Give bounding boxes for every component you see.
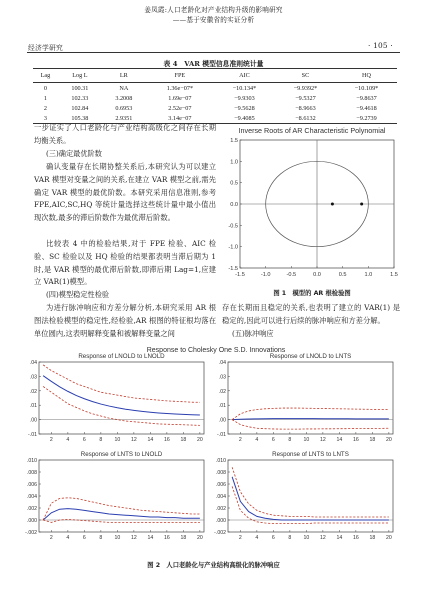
y-tick-label: .008 <box>215 470 226 476</box>
table-cell: 0.6953 <box>115 104 133 112</box>
x-tick-label: 18 <box>180 535 187 541</box>
y-tick-label: 0.5 <box>230 180 238 187</box>
table-cell: 102.33 <box>71 94 89 102</box>
section-heading-impulse: (五)脉冲响应 <box>232 329 274 338</box>
figure1-plot <box>240 140 394 268</box>
y-tick-label: .00 <box>29 417 37 424</box>
x-tick-label: 4 <box>255 437 259 443</box>
x-tick-label: 10 <box>114 535 121 541</box>
column-header: Log L <box>58 69 102 83</box>
x-tick-label: -0.5 <box>286 272 297 278</box>
confidence-band-line <box>232 408 389 420</box>
running-subtitle: ——基于安徽省的实证分析 <box>172 16 255 24</box>
figure1-y-ticks <box>228 138 238 272</box>
impulse-response-line <box>43 376 200 415</box>
x-tick-label: 12 <box>130 437 137 443</box>
table-header-row <box>33 69 397 83</box>
table-cell: 3 <box>33 113 58 124</box>
x-tick-label: 6 <box>271 535 275 541</box>
table-cell: 3.2008 <box>115 94 133 102</box>
table-cell: −9.2739 <box>336 113 397 124</box>
x-tick-label: 2 <box>238 535 242 541</box>
x-tick-label: 16 <box>352 535 359 541</box>
table-cell: −9.5628 <box>234 104 255 112</box>
panel-frame <box>228 460 393 532</box>
var-criteria-table <box>33 68 397 124</box>
irf-panel <box>217 353 393 443</box>
table-cell: −9.8637 <box>356 94 377 102</box>
table-cell: 2.52e−07 <box>168 104 192 112</box>
y-tick-label: .01 <box>29 403 37 410</box>
panel-y-ticks <box>214 458 226 536</box>
x-tick-label: 6 <box>271 437 275 443</box>
table-cell: NA <box>119 84 129 92</box>
x-tick-label: -1.0 <box>260 272 271 278</box>
table-cell: −9.9303 <box>234 94 255 102</box>
x-tick-label: 1.5 <box>390 272 398 278</box>
table-cell: 1 <box>43 94 47 102</box>
panel-x-ticks <box>239 437 392 443</box>
table-cell: −9.9392* <box>293 84 318 92</box>
column-header: FPE <box>146 69 214 83</box>
x-tick-label: 18 <box>369 437 376 443</box>
table-cell: 1.69e−07 <box>168 94 192 102</box>
header-rule <box>27 52 400 53</box>
column-header: SC <box>275 69 336 83</box>
y-tick-label: .04 <box>29 360 37 366</box>
column-header: Lag <box>33 69 58 83</box>
figure1-title: Inverse Roots of AR Characteristic Polynomial <box>238 126 386 135</box>
confidence-band-line <box>43 365 200 402</box>
x-tick-label: 6 <box>82 437 86 443</box>
paragraph-stability: 为进行脉冲响应和方差分解分析,本研究采用 AR 根图法检验模型的稳定性,经检验,AR 根图的特征根均落在单位圆内,这表明解释变量和被解释变量之间 <box>34 303 216 338</box>
x-tick-label: 14 <box>147 437 154 443</box>
y-tick-label: .02 <box>218 388 226 395</box>
y-tick-label: 0.0 <box>230 202 238 208</box>
table-cell: −8.6132 <box>275 113 336 124</box>
column-header: LR <box>102 69 146 83</box>
ar-root-point <box>331 203 334 206</box>
x-tick-label: 12 <box>130 535 137 541</box>
y-tick-label: .010 <box>26 458 37 464</box>
table-cell: −9.5327 <box>295 94 316 102</box>
y-tick-label: .002 <box>26 506 37 512</box>
x-tick-label: 4 <box>66 535 70 541</box>
x-tick-label: 12 <box>319 437 326 443</box>
panel-plot <box>39 460 204 532</box>
journal-name: 经济学研究 <box>28 44 63 52</box>
y-tick-label: -.002 <box>214 530 226 536</box>
panel-title: Response of LNTS to LNTS <box>272 451 349 458</box>
figure1-x-ticks <box>235 272 398 278</box>
y-tick-label: -0.5 <box>228 223 238 230</box>
irf-panel <box>25 451 204 541</box>
x-tick-label: 10 <box>114 437 121 443</box>
impulse-response-line <box>43 509 200 520</box>
y-tick-label: -.002 <box>25 530 37 536</box>
x-tick-label: 2 <box>238 437 242 443</box>
y-tick-label: .000 <box>26 518 37 524</box>
panel-x-ticks <box>50 437 203 443</box>
x-tick-label: 18 <box>369 535 376 541</box>
panel-frame <box>228 362 393 434</box>
x-tick-label: 14 <box>336 535 343 541</box>
table-cell: 1.36e−07* <box>166 84 194 92</box>
table-cell: 102.84 <box>71 104 89 112</box>
y-tick-label: .03 <box>29 374 37 381</box>
table-cell: 0 <box>43 84 47 92</box>
x-tick-label: 2 <box>49 437 53 443</box>
paragraph-stability-cont: 存在长期而且稳定的关系,也表明了建立的 VAR(1) 是稳定的,因此可以进行后续的脉冲响应和方差分解。 <box>222 303 400 325</box>
x-tick-label: -1.5 <box>235 272 245 278</box>
x-tick-label: 10 <box>303 535 310 541</box>
y-tick-label: .008 <box>26 470 37 476</box>
y-tick-label: .004 <box>26 494 37 500</box>
table-cell: −9.4085 <box>214 113 275 124</box>
x-tick-label: 20 <box>385 437 392 443</box>
y-tick-label: 1.5 <box>230 138 238 144</box>
y-tick-label: .006 <box>26 482 37 488</box>
section-heading-stability: (四)模型稳定性检验 <box>46 290 110 299</box>
irf-panel <box>28 353 204 443</box>
panel-y-ticks <box>217 360 226 438</box>
table-title: 表 4 VAR 模型信息准则统计量 <box>163 60 264 68</box>
page-number: · 105 · <box>368 41 393 50</box>
panel-title: Response of LNOLD to LNTS <box>269 353 352 360</box>
x-tick-label: 20 <box>385 535 392 541</box>
y-tick-label: .00 <box>218 417 226 424</box>
y-tick-label: .004 <box>215 494 226 500</box>
y-tick-label: .03 <box>218 374 226 381</box>
y-tick-label: .002 <box>215 506 226 512</box>
panel-y-ticks <box>25 458 37 536</box>
table-cell: −9.4618 <box>356 104 377 112</box>
x-tick-label: 6 <box>82 535 86 541</box>
x-tick-label: 16 <box>163 535 170 541</box>
x-tick-label: 20 <box>196 535 203 541</box>
table-cell: 3.14e−07 <box>146 113 214 124</box>
y-tick-label: .01 <box>218 403 226 410</box>
panel-x-ticks <box>239 535 392 541</box>
table-cell: 100.31 <box>71 84 89 92</box>
y-tick-label: .04 <box>218 360 226 366</box>
x-tick-label: 8 <box>288 437 292 443</box>
y-tick-label: -.01 <box>28 432 37 438</box>
x-tick-label: 12 <box>319 535 326 541</box>
table-cell: 2.9351 <box>102 113 146 124</box>
table-row <box>33 103 397 113</box>
panel-title: Response of LNTS to LNOLD <box>80 451 163 458</box>
panel-frame <box>39 460 204 532</box>
panel-y-ticks <box>28 360 37 438</box>
x-tick-label: 8 <box>99 437 103 443</box>
section-heading-lag: (三)确定最优阶数 <box>46 149 102 158</box>
table-cell: −10.134* <box>232 84 257 92</box>
confidence-band-line <box>232 420 389 430</box>
panel-frame <box>39 362 204 434</box>
y-tick-label: .000 <box>215 518 226 524</box>
x-tick-label: 10 <box>303 437 310 443</box>
x-tick-label: 14 <box>336 437 343 443</box>
x-tick-label: 8 <box>288 535 292 541</box>
y-tick-label: -.01 <box>217 432 226 438</box>
x-tick-label: 20 <box>196 437 203 443</box>
x-tick-label: 16 <box>352 437 359 443</box>
figure2-caption: 图 2 人口老龄化与产业结构高级化的脉冲响应 <box>147 562 280 569</box>
x-tick-label: 0.0 <box>313 272 321 278</box>
x-tick-label: 0.5 <box>338 272 347 278</box>
x-tick-label: 2 <box>49 535 53 541</box>
y-tick-label: -1.0 <box>228 244 238 251</box>
table-row <box>33 83 397 94</box>
x-tick-label: 18 <box>180 437 187 443</box>
confidence-band-line <box>232 486 389 523</box>
ar-roots-figure <box>222 122 402 288</box>
table-cell: 105.38 <box>58 113 102 124</box>
panel-plot <box>228 460 393 532</box>
y-tick-label: .010 <box>215 458 226 464</box>
impulse-response-line <box>232 477 389 520</box>
table-row <box>33 93 397 103</box>
y-tick-label: 1.0 <box>230 159 238 166</box>
x-tick-label: 14 <box>147 535 154 541</box>
column-header: HQ <box>336 69 397 83</box>
panel-title: Response of LNOLD to LNOLD <box>78 353 165 360</box>
table-cell: −8.9663 <box>295 104 316 112</box>
confidence-band-line <box>232 467 389 517</box>
impulse-response-figure <box>25 344 404 556</box>
paragraph-lag-result: 比较表 4 中的检验结果,对于 FPE 检验、AIC 检验、SC 检验以及 HQ 检验的结果都表明当滞后期为 1 时,是 VAR 模型的最优滞后阶数,即滞后期 Lag=1,应建立 VAR(1)模型。 <box>34 239 216 287</box>
x-tick-label: 8 <box>99 535 103 541</box>
paragraph-cointegration: 一步证实了人口老龄化与产业结构高级化之间存在长期均衡关系。 <box>34 123 216 145</box>
paragraph-lag-selection: 确认变量存在长期协整关系后,本研究认为可以建立 VAR 模型对变量之间的关系,在建立 VAR 模型之前,需先确定 VAR 模型的最优阶数。本研究采用信息准则,参考 FPE,AIC,SC,HQ 等统计量选择这些统计量中最小值出现次数,最多的滞后阶数作为最优滞后阶数。 <box>34 162 216 223</box>
table-cell: 2 <box>43 104 47 112</box>
table-cell: −10.109* <box>354 84 379 92</box>
ar-root-point <box>360 203 363 206</box>
x-tick-label: 4 <box>255 535 259 541</box>
x-tick-label: 1.0 <box>364 272 373 278</box>
irf-panel <box>214 451 393 541</box>
panel-plot <box>228 362 393 434</box>
y-tick-label: .006 <box>215 482 226 488</box>
y-tick-label: .02 <box>29 388 37 395</box>
running-title: 姜凤霞:人口老龄化对产业结构升级的影响研究 <box>144 6 283 14</box>
y-tick-label: -1.5 <box>228 266 238 272</box>
panel-x-ticks <box>50 535 203 541</box>
figure1-caption: 图 1 模型的 AR 根检验图 <box>273 290 351 297</box>
figure2-title: Response to Cholesky One S.D. Innovations <box>146 347 286 354</box>
x-tick-label: 16 <box>163 437 170 443</box>
x-tick-label: 4 <box>66 437 70 443</box>
panel-plot <box>39 362 204 434</box>
column-header: AIC <box>214 69 275 83</box>
